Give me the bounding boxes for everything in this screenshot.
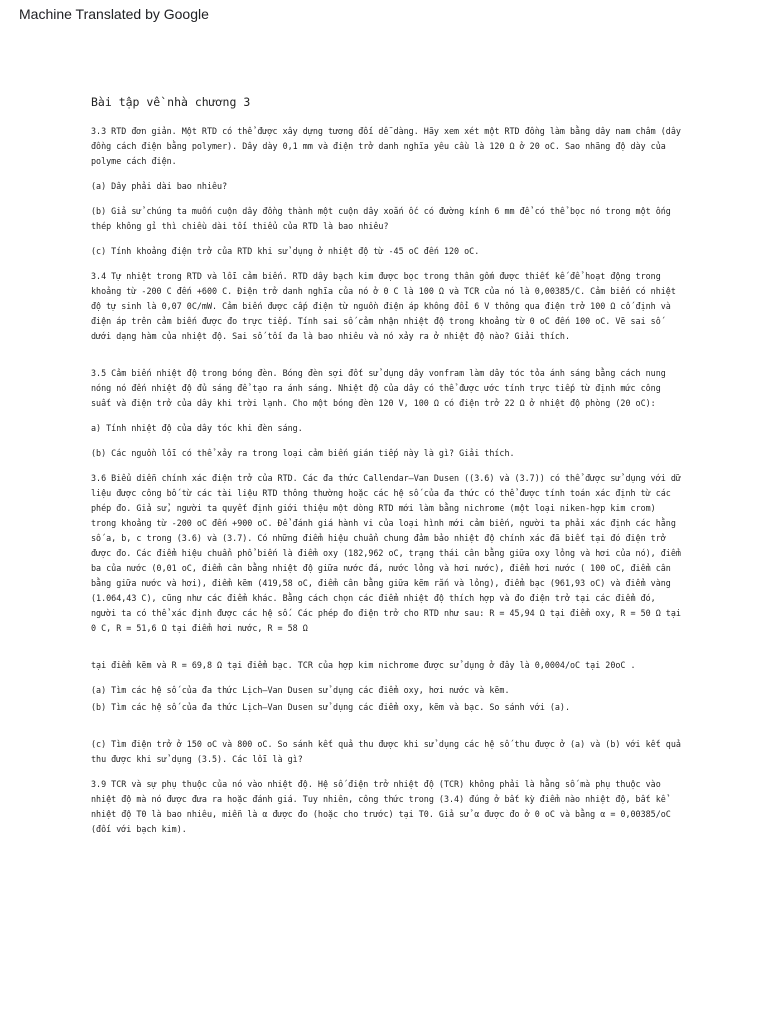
translation-banner xyxy=(0,0,768,32)
problem-3-6-c: (c) Tìm điện trở ở 150 oC và 800 oC. So sánh kết quả thu được khi sử dụng các hệ số thu được ở (a) và (b) với kết quả thu được khi sử dụng (3.5). Các lỗi là gì? xyxy=(91,739,681,764)
document-body xyxy=(91,94,681,847)
problem-3-3-text: 3.3 RTD đơn giản. Một RTD có thể được xây dựng tương đối dễ dàng. Hãy xem xét một RTD đồng làm bằng dây nam châm (dây đồng cách điện bằng polymer). Dây dày 0,1 mm và điện trở danh nghĩa yêu cầu là 120 Ω ở 20 oC. Sao nhãng độ dày của polyme cách điện. xyxy=(91,126,681,166)
problem-3-3-a: (a) Dây phải dài bao nhiêu? xyxy=(91,181,228,191)
page-title: Bài tập về nhà chương 3 xyxy=(91,95,251,109)
problem-3-5-a: a) Tính nhiệt độ của dây tóc khi đèn sáng. xyxy=(91,423,303,433)
problem-3-4-text: 3.4 Tự nhiệt trong RTD và lỗi cảm biến. RTD dây bạch kim được bọc trong thân gốm được thiết kế để hoạt động trong khoảng từ -200 C đến +600 C. Điện trở danh nghĩa của nó ở 0 C là 100 Ω và TCR của nó là 0,00385/C. Cảm biến có nhiệt độ tự sinh là 0,07 0C/mW. Cảm biến được cấp điện từ nguồn điện áp không đổi 6 V thông qua điện trở 100 Ω cố định và điện áp trên cảm biến được đo trực tiếp. Tính sai số cảm nhận nhiệt độ trong khoảng từ 0 oC đến 100 oC. Vẽ sai số dưới dạng hàm của nhiệt độ. Sai số tối đa là bao nhiêu và nó xảy ra ở nhiệt độ nào? Giải thích. xyxy=(91,271,676,341)
problem-3-6-text: 3.6 Biểu diễn chính xác điện trở của RTD. Các đa thức Callendar–Van Dusen ((3.6) và (3.7)) có thể được sử dụng với dữ liệu được công bố từ các tài liệu RTD thông thường hoặc các hệ số của đa thức có thể được tính toán xác định từ các phép đo. Giả sử, người ta quyết định giới thiệu một dòng RTD mới làm bằng nichrome (một loại niken-hợp kim crom) trong khoảng từ -200 oC đến +900 oC. Để đánh giá hành vi của loại hình mới cảm biến, người ta phải xác định các hằng số a, b, c trong (3.6) và (3.7). Có những điểm hiệu chuẩn chung đảm bảo nhiệt độ chính xác đã biết tại đó điện trở được đo. Các điểm hiệu chuẩn phổ biến là điểm oxy (182,962 oC, trạng thái cân bằng giữa oxy lỏng và hơi của nó), điểm ba của nước (0,01 oC, điểm cân bằng nhiệt độ giữa nước đá, nước lỏng và hơi nước), điểm hơi nước ( 100 oC, điểm cân bằng giữa nước và hơi), điểm kẽm (419,58 oC, điểm cân bằng giữa kẽm rắn và lỏng), điểm bạc (961,93 oC) và điểm vàng (1.064,43 C), cũng như các điểm khác. Bằng cách chọn các điểm nhiệt độ thích hợp và đo điện trở tại các điểm đó, người ta có thể xác định được các hệ số. Các phép đo điện trở cho RTD như sau: R = 45,94 Ω tại điểm oxy, R = 50 Ω tại 0 C, R = 51,6 Ω tại điểm hơi nước, R = 58 Ω xyxy=(91,473,681,633)
problem-3-3-b: (b) Giả sử chúng ta muốn cuộn dây đồng thành một cuộn dây xoắn ốc có đường kính 6 mm để có thể bọc nó trong một ống thép không gỉ thì chiều dài tối thiểu của RTD là bao nhiêu? xyxy=(91,206,671,231)
problem-3-6-a: (a) Tìm các hệ số của đa thức Lịch–Van Dusen sử dụng các điểm oxy, hơi nước và kẽm. xyxy=(91,685,510,695)
problem-3-3-c: (c) Tính khoảng điện trở của RTD khi sử dụng ở nhiệt độ từ -45 oC đến 120 oC. xyxy=(91,246,480,256)
problem-3-5-text: 3.5 Cảm biến nhiệt độ trong bóng đèn. Bóng đèn sợi đốt sử dụng dây vonfram làm dây tóc tỏa ánh sáng bằng cách nung nóng nó đến nhiệt độ đủ sáng để tạo ra ánh sáng. Nhiệt độ của dây có thể được ước tính trực tiếp từ định mức công suất và điện trở của dây khi trời lạnh. Cho một bóng đèn 120 V, 100 Ω có điện trở 22 Ω ở nhiệt độ phòng (20 oC): xyxy=(91,368,666,408)
brand-label: Machine Translated by Google xyxy=(19,6,209,22)
problem-3-6-text-cont: tại điểm kẽm và R = 69,8 Ω tại điểm bạc. TCR của hợp kim nichrome được sử dụng ở đây là 0,0004/oC tại 20oC . xyxy=(91,660,636,670)
problem-3-6-b: (b) Tìm các hệ số của đa thức Lịch–Van Dusen sử dụng các điểm oxy, kẽm và bạc. So sánh với (a). xyxy=(91,702,571,712)
problem-3-9-text: 3.9 TCR và sự phụ thuộc của nó vào nhiệt độ. Hệ số điện trở nhiệt độ (TCR) không phải là hằng số mà phụ thuộc vào nhiệt độ mà nó được đưa ra hoặc đánh giá. Tuy nhiên, công thức trong (3.4) đúng ở bất kỳ điểm nào nhiệt độ, bất kể nhiệt độ T0 là bao nhiêu, miễn là α được đo (hoặc cho trước) tại T0. Giả sử α được đo ở 0 oC và bằng α = 0,00385/oC (đối với bạch kim). xyxy=(91,779,671,834)
problem-3-5-b: (b) Các nguồn lỗi có thể xảy ra trong loại cảm biến gián tiếp này là gì? Giải thích. xyxy=(91,448,515,458)
